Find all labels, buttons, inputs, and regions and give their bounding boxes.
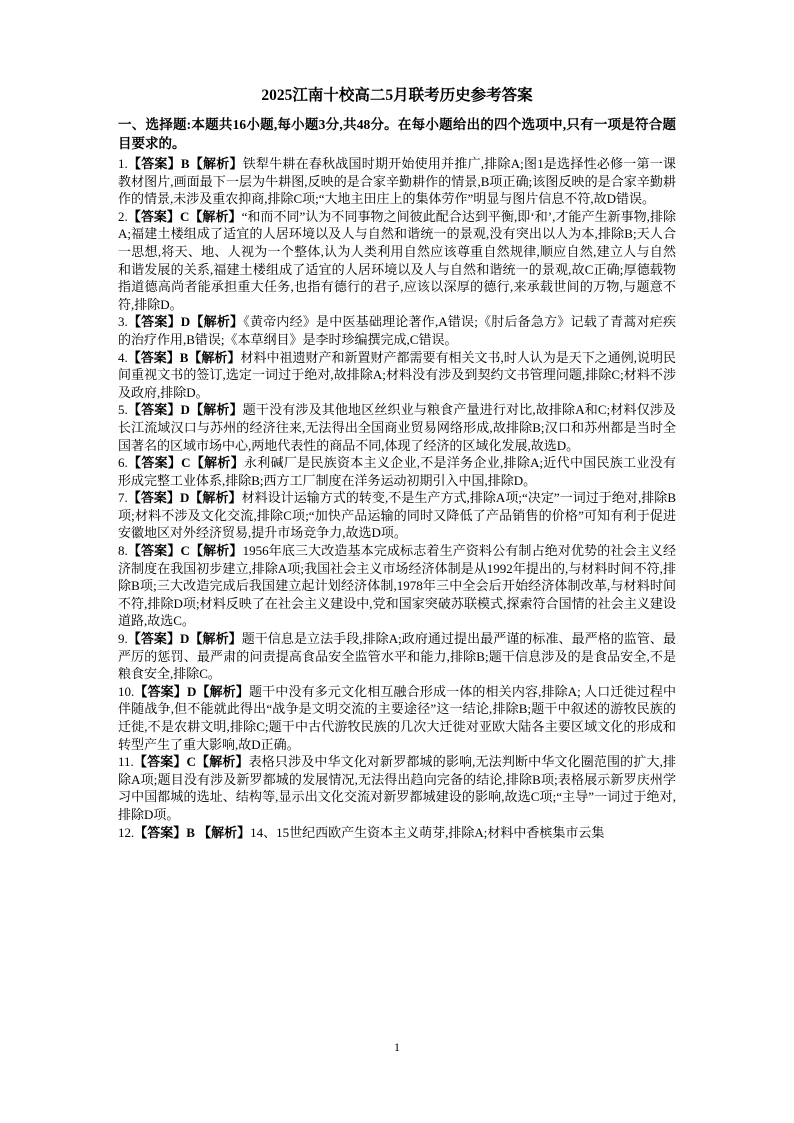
- answer-item: [118, 683, 676, 753]
- answer-analysis-label: 【答案】B 【解析】: [134, 824, 251, 840]
- answer-analysis-label: 【答案】C【解析】: [133, 754, 249, 770]
- explanation-text: 《黄帝内经》是中医基础理论著作,A错误;《肘后备急方》记载了青蒿对疟疾的治疗作用,B错误;《本草纲目》是李时珍编撰完成,C错误。: [118, 314, 676, 347]
- item-number: 4.: [118, 349, 128, 365]
- answer-item: [118, 824, 676, 842]
- explanation-text: 1956年底三大改造基本完成标志着生产资料公有制占绝对优势的社会主义经济制度在我国初步建立,排除A项;我国社会主义市场经济体制是从1992年提出的,与材料时间不符,排除B项;三大改造完成后我国建立起计划经济体制,1978年三中全会后开始经济体制改革,与材料时间不符,排除D项;材料反映了在社会主义建设中,党和国家突破苏联模式,探索符合国情的社会主义建设道路,故选C。: [118, 543, 676, 629]
- answer-item: [118, 542, 676, 630]
- explanation-text: 题干没有涉及其他地区丝织业与粮食产量进行对比,故排除A和C;材料仅涉及长江流域汉口与苏州的经济往来,无法得出全国商业贸易网络形成,故排除B;汉口和苏州都是当时全国著名的区域市场中心,两地代表性的商品不同,体现了经济的区域化发展,故选D。: [118, 402, 677, 453]
- answer-item: [118, 489, 676, 542]
- answer-analysis-label: 【答案】B【解析】: [127, 349, 241, 365]
- answer-item: [118, 454, 676, 489]
- item-number: 3.: [118, 314, 128, 330]
- answer-item: [118, 208, 676, 314]
- explanation-text: 铁犁牛耕在春秋战国时期开始使用并推广,排除A;图1是选择性必修一第一课教材图片,画面最下一层为牛耕图,反映的是合家辛勤耕作的情景,B项正确;该图反映的是合家辛勤耕作的情景,未涉及重农抑商,排除C项;“大地主田庄上的集体劳作”明显与图片信息不符,故D错误。: [118, 156, 676, 207]
- explanation-text: 题干信息是立法手段,排除A;政府通过提出最严谨的标准、最严格的监管、最严厉的惩罚、最严肃的问责提高食品安全监管水平和能力,排除B;题干信息涉及的是食品安全,不是粮食安全,排除C。: [118, 631, 676, 682]
- item-number: 12.: [118, 824, 135, 840]
- item-number: 7.: [118, 490, 128, 506]
- answer-analysis-label: 【答案】C【解析】: [127, 455, 245, 471]
- answer-analysis-label: 【答案】B【解析】: [127, 156, 243, 171]
- answer-analysis-label: 【答案】C【解析】: [127, 543, 243, 559]
- explanation-text: 材料中祖遗财产和新置财产都需要有相关文书,时人认为是天下之通例,说明民间重视文书的签订,选定一词过于绝对,故排除A;材料没有涉及到契约文书管理问题,排除C;材料不涉及政府,排除D。: [118, 349, 676, 400]
- answer-item: [118, 313, 676, 348]
- item-number: 8.: [118, 543, 128, 559]
- item-number: 10.: [118, 683, 135, 699]
- explanation-text: 14、15世纪西欧产生资本主义萌芽,排除A;材料中香槟集市云集: [250, 824, 605, 840]
- answer-analysis-label: 【答案】D【解析】: [127, 490, 242, 506]
- section-header: 一、选择题:本题共16小题,每小题3分,共48分。在每小题给出的四个选项中,只有一项是符合题目要求的。: [118, 117, 676, 151]
- answer-analysis-label: 【答案】C【解析】: [127, 208, 242, 224]
- item-number: 1.: [118, 156, 128, 171]
- answer-item: [118, 753, 676, 823]
- answer-analysis-label: 【答案】D【解析】: [127, 314, 244, 330]
- item-number: 9.: [118, 631, 128, 647]
- page-number: 1: [394, 1040, 400, 1055]
- answer-analysis-label: 【答案】D【解析】: [134, 683, 250, 699]
- explanation-text: “和而不同”认为不同事物之间彼此配合达到平衡,即‘和’,才能产生新事物,排除A;福建土楼组成了适宜的人居环境以及人与自然和谐统一的景观,没有突出以人为本,排除B;天人合一思想,将天、地、人视为一个整体,认为人类利用自然应该尊重自然规律,顺应自然,建立人与自然和谐发展的关系,福建土楼组成了适宜的人居环境以及人与自然和谐统一的景观,故C正确;厚德载物指道德高尚者能承担重大任务,也指有德行的君子,应该以深厚的德行,来承载世间的万物,与题意不符,排除D。: [118, 208, 677, 312]
- answer-analysis-label: 【答案】D【解析】: [127, 402, 243, 418]
- answer-analysis-label: 【答案】D【解析】: [127, 631, 242, 647]
- item-number: 6.: [118, 455, 128, 471]
- answer-item: [118, 401, 676, 454]
- answer-item: [118, 155, 676, 208]
- item-number: 11.: [118, 754, 134, 770]
- answer-item: [118, 349, 676, 402]
- item-number: 5.: [118, 402, 128, 418]
- explanation-text: 永利碱厂是民族资本主义企业,不是洋务企业,排除A;近代中国民族工业没有形成完整工业体系,排除B;西方工厂制度在洋务运动初期引入中国,排除D。: [118, 455, 676, 488]
- explanation-text: 题干中没有多元文化相互融合形成一体的相关内容,排除A; 人口迁徙过程中伴随战争,但不能就此得出“战争是文明交流的主要途径”这一结论,排除B;题干中叙述的游牧民族的迁徙,不是农耕文明,排除C;题干中古代游牧民族的几次大迁徙对亚欧大陆各主要区域文化的形成和转型产生了重大影响,故D正确。: [118, 683, 676, 752]
- explanation-text: 表格只涉及中华文化对新罗都城的影响,无法判断中华文化圈范围的扩大,排除A项;题目没有涉及新罗都城的发展情况,无法得出趋向完备的结论,排除B项;表格展示新罗庆州学习中国都城的选址、结构等,显示出文化交流对新罗都城建设的影响,故选C项;“主导”一词过于绝对,排除D项。: [118, 754, 676, 822]
- answer-item: [118, 630, 676, 683]
- item-number: 2.: [118, 208, 128, 224]
- explanation-text: 材料设计运输方式的转变,不是生产方式,排除A项;“决定”一词过于绝对,排除B项;材料不涉及文化交流,排除C项;“加快产品运输的同时又降低了产品销售的价格”可知有利于促进安徽地区对外经济贸易,提升市场竞争力,故选D项。: [118, 490, 677, 541]
- items-container: [118, 155, 676, 841]
- page-title: 2025江南十校高二5月联考历史参考答案: [261, 87, 533, 104]
